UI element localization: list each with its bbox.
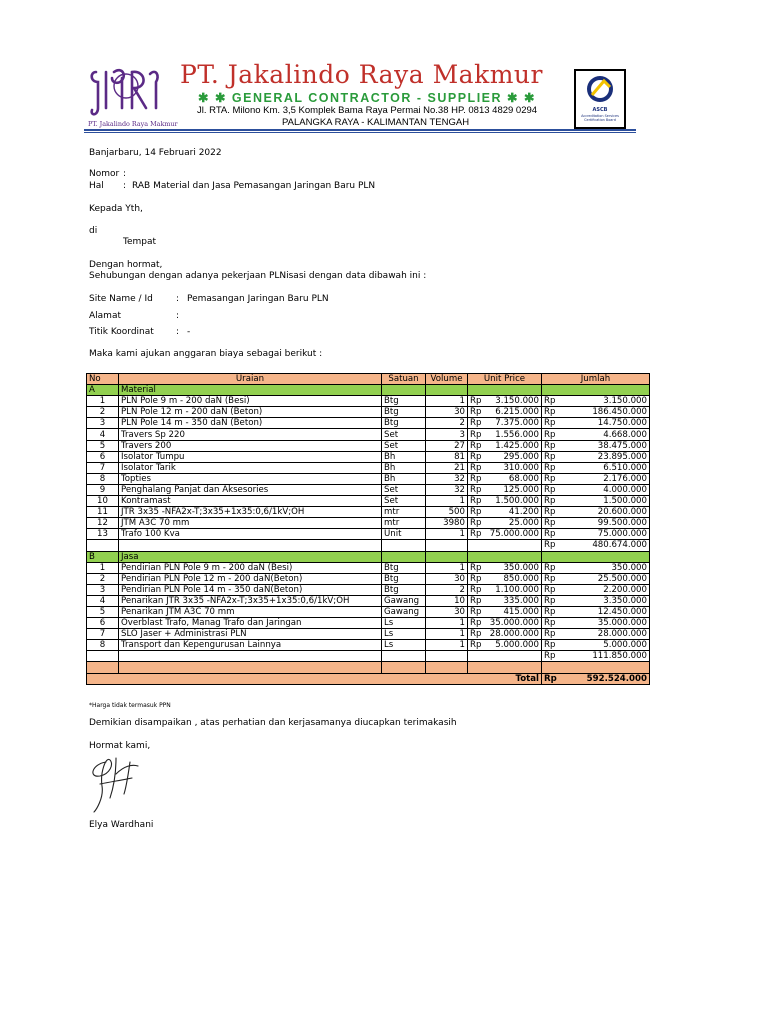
currency-label: Rp: [470, 607, 482, 618]
row-unit: Unit: [382, 529, 426, 540]
row-unit-price: [468, 629, 542, 640]
row-unit: mtr: [382, 518, 426, 529]
amount-value: 12.450.000: [597, 607, 647, 618]
row-amount: [542, 595, 650, 606]
section-title: Material: [119, 385, 382, 396]
row-unit: mtr: [382, 507, 426, 518]
amount-value: 20.600.000: [597, 507, 647, 518]
price-value: 335.000: [503, 595, 539, 606]
row-volume: 500: [426, 507, 468, 518]
row-amount: [542, 429, 650, 440]
subtotal-amount: [542, 651, 650, 662]
row-no: 5: [87, 606, 119, 617]
row-unit: Gawang: [382, 595, 426, 606]
currency-label: Rp: [544, 407, 556, 418]
intro-text: Sehubungan dengan adanya pekerjaan PLNisasi dengan data dibawah ini :: [89, 271, 427, 281]
row-unit-price: [468, 640, 542, 651]
table-row: [87, 407, 650, 418]
row-no: 3: [87, 584, 119, 595]
currency-label: Rp: [470, 396, 482, 407]
table-row: [87, 418, 650, 429]
currency-label: Rp: [544, 651, 556, 662]
row-amount: [542, 507, 650, 518]
row-volume: 2: [426, 418, 468, 429]
currency-label: Rp: [470, 573, 482, 584]
row-description: Travers Sp 220: [119, 429, 382, 440]
row-volume: 81: [426, 451, 468, 462]
row-description: Trafo 100 Kva: [119, 529, 382, 540]
col-header-unit-price: Unit Price: [468, 374, 542, 385]
row-description: Kontramast: [119, 496, 382, 507]
logo-caption: PT. Jakalindo Raya Makmur: [88, 120, 178, 128]
currency-label: Rp: [470, 518, 482, 529]
currency-label: Rp: [544, 540, 556, 551]
subtotal-value: 111.850.000: [592, 651, 647, 662]
currency-label: Rp: [470, 429, 482, 440]
row-unit-price: [468, 396, 542, 407]
row-unit: Set: [382, 484, 426, 495]
site-value: Pemasangan Jaringan Baru PLN: [187, 294, 329, 304]
row-volume: 1: [426, 496, 468, 507]
recipient-di: di: [89, 226, 98, 236]
jrm-monogram-icon: [86, 64, 178, 128]
amount-value: 350.000: [611, 562, 647, 573]
currency-label: Rp: [470, 584, 482, 595]
row-description: Penghalang Panjat dan Aksesories: [119, 484, 382, 495]
section-code: A: [87, 385, 119, 396]
row-unit-price: [468, 573, 542, 584]
greeting: Dengan hormat,: [89, 260, 163, 270]
header-rule-thin: [84, 132, 636, 133]
currency-label: Rp: [470, 629, 482, 640]
amount-value: 75.000.000: [597, 529, 647, 540]
price-value: 310.000: [503, 462, 539, 473]
row-amount: [542, 529, 650, 540]
row-no: 7: [87, 629, 119, 640]
row-unit: Btg: [382, 407, 426, 418]
row-amount: [542, 440, 650, 451]
table-row: [87, 573, 650, 584]
table-row: [87, 595, 650, 606]
currency-label: Rp: [544, 396, 556, 407]
row-amount: [542, 573, 650, 584]
row-description: PLN Pole 12 m - 200 daN (Beton): [119, 407, 382, 418]
hal-separator: :: [123, 181, 127, 191]
price-value: 295.000: [503, 451, 539, 462]
material-subtotal-row: [87, 540, 650, 551]
currency-label: Rp: [544, 640, 556, 651]
row-no: 6: [87, 618, 119, 629]
amount-value: 3.150.000: [603, 396, 647, 407]
currency-label: Rp: [470, 407, 482, 418]
table-row: [87, 496, 650, 507]
row-amount: [542, 606, 650, 617]
amount-value: 1.500.000: [603, 496, 647, 507]
row-unit: Bh: [382, 462, 426, 473]
row-volume: 30: [426, 573, 468, 584]
row-amount: [542, 396, 650, 407]
cert-label: ASCB: [592, 107, 608, 113]
row-unit-price: [468, 595, 542, 606]
row-unit: Btg: [382, 418, 426, 429]
alamat-label: Alamat: [89, 311, 121, 321]
row-unit: Ls: [382, 618, 426, 629]
jasa-subtotal-row: [87, 651, 650, 662]
row-no: 10: [87, 496, 119, 507]
currency-label: Rp: [470, 440, 482, 451]
table-row: [87, 440, 650, 451]
row-description: JTM A3C 70 mm: [119, 518, 382, 529]
alamat-separator: :: [176, 311, 180, 321]
row-no: 11: [87, 507, 119, 518]
closing-text: Demikian disampaikan , atas perhatian dan kerjasamanya diucapkan terimakasih: [89, 718, 457, 728]
row-no: 1: [87, 396, 119, 407]
amount-value: 38.475.000: [597, 440, 647, 451]
koordinat-value: -: [187, 327, 191, 337]
row-no: 6: [87, 451, 119, 462]
price-value: 7.375.000: [495, 418, 539, 429]
row-volume: 27: [426, 440, 468, 451]
row-description: PLN Pole 14 m - 350 daN (Beton): [119, 418, 382, 429]
row-volume: 1: [426, 629, 468, 640]
table-row: [87, 451, 650, 462]
price-value: 1.100.000: [495, 584, 539, 595]
amount-value: 186.450.000: [592, 407, 647, 418]
subtotal-value: 480.674.000: [592, 540, 647, 551]
row-volume: 1: [426, 529, 468, 540]
col-header-jumlah: Jumlah: [542, 374, 650, 385]
row-volume: 1: [426, 640, 468, 651]
nomor-label: Nomor: [89, 169, 120, 179]
row-unit: Gawang: [382, 606, 426, 617]
row-amount: [542, 618, 650, 629]
row-unit-price: [468, 496, 542, 507]
currency-label: Rp: [544, 518, 556, 529]
row-description: Topties: [119, 473, 382, 484]
currency-label: Rp: [544, 429, 556, 440]
footnote: *Harga tidak termasuk PPN: [89, 702, 171, 709]
row-no: 12: [87, 518, 119, 529]
row-unit-price: [468, 440, 542, 451]
currency-label: Rp: [470, 507, 482, 518]
subtotal-amount: [542, 540, 650, 551]
currency-label: Rp: [544, 573, 556, 584]
row-volume: 1: [426, 562, 468, 573]
currency-label: Rp: [544, 496, 556, 507]
row-description: JTR 3x35 -NFA2x-T;3x35+1x35:0,6/1kV;OH: [119, 507, 382, 518]
row-unit: Bh: [382, 451, 426, 462]
row-amount: [542, 407, 650, 418]
amount-value: 14.750.000: [597, 418, 647, 429]
currency-label: Rp: [470, 473, 482, 484]
nomor-separator: :: [123, 169, 127, 179]
hal-label: Hal: [89, 181, 104, 191]
price-value: 1.425.000: [495, 440, 539, 451]
row-no: 9: [87, 484, 119, 495]
row-unit-price: [468, 418, 542, 429]
table-row: [87, 396, 650, 407]
row-no: 13: [87, 529, 119, 540]
row-amount: [542, 451, 650, 462]
grand-total-row: [87, 673, 650, 684]
row-amount: [542, 640, 650, 651]
row-unit: Set: [382, 496, 426, 507]
amount-value: 99.500.000: [597, 518, 647, 529]
row-description: Isolator Tumpu: [119, 451, 382, 462]
table-row: [87, 629, 650, 640]
row-description: Pendirian PLN Pole 12 m - 200 daN(Beton): [119, 573, 382, 584]
currency-label: Rp: [544, 607, 556, 618]
row-unit-price: [468, 584, 542, 595]
row-unit-price: [468, 462, 542, 473]
amount-value: 5.000.000: [603, 640, 647, 651]
ascb-seal-icon: [582, 73, 618, 105]
company-name: PT. Jakalindo Raya Makmur: [180, 60, 543, 89]
row-no: 3: [87, 418, 119, 429]
table-header-row: [87, 374, 650, 385]
row-no: 8: [87, 473, 119, 484]
amount-value: 4.668.000: [603, 429, 647, 440]
row-unit-price: [468, 618, 542, 629]
price-value: 125.000: [503, 484, 539, 495]
cert-subtitle: Accreditation Services Certification Board: [581, 114, 619, 122]
row-unit-price: [468, 451, 542, 462]
col-header-volume: Volume: [426, 374, 468, 385]
header-rule: [84, 129, 636, 131]
row-no: 4: [87, 595, 119, 606]
table-row: [87, 518, 650, 529]
rab-table: [86, 373, 650, 685]
company-city: PALANGKA RAYA - KALIMANTAN TENGAH: [282, 117, 470, 128]
row-volume: 3980: [426, 518, 468, 529]
site-separator: :: [176, 294, 180, 304]
row-description: Pendirian PLN Pole 14 m - 350 daN(Beton): [119, 584, 382, 595]
row-unit: Ls: [382, 640, 426, 651]
currency-label: Rp: [470, 618, 482, 629]
row-amount: [542, 518, 650, 529]
recipient-salutation: Kepada Yth,: [89, 204, 143, 214]
row-no: 2: [87, 573, 119, 584]
currency-label: Rp: [544, 629, 556, 640]
currency-label: Rp: [470, 562, 482, 573]
price-value: 5.000.000: [495, 640, 539, 651]
currency-label: Rp: [544, 584, 556, 595]
row-volume: 32: [426, 473, 468, 484]
signer-name: Elya Wardhani: [89, 820, 154, 830]
amount-value: 35.000.000: [597, 618, 647, 629]
currency-label: Rp: [544, 473, 556, 484]
row-no: 5: [87, 440, 119, 451]
row-unit-price: [468, 606, 542, 617]
row-amount: [542, 418, 650, 429]
place-date: Banjarbaru, 14 Februari 2022: [89, 148, 222, 158]
table-row: [87, 606, 650, 617]
currency-label: Rp: [470, 529, 482, 540]
koordinat-label: Titik Koordinat: [89, 327, 154, 337]
currency-label: Rp: [470, 595, 482, 606]
currency-label: Rp: [544, 484, 556, 495]
company-logo: [86, 64, 178, 128]
currency-label: Rp: [470, 451, 482, 462]
company-tagline: ✱ ✱ GENERAL CONTRACTOR - SUPPLIER ✱ ✱: [198, 91, 536, 105]
table-row: [87, 529, 650, 540]
section-title: Jasa: [119, 551, 382, 562]
currency-label: Rp: [470, 496, 482, 507]
row-amount: [542, 473, 650, 484]
table-row: [87, 507, 650, 518]
proposal-text: Maka kami ajukan anggaran biaya sebagai berikut :: [89, 349, 323, 359]
amount-value: 4.000.000: [603, 484, 647, 495]
table-row: [87, 562, 650, 573]
price-value: 25.000: [508, 518, 539, 529]
row-volume: 2: [426, 584, 468, 595]
row-unit: Bh: [382, 473, 426, 484]
row-no: 1: [87, 562, 119, 573]
section-b-row: [87, 551, 650, 562]
table-row: [87, 429, 650, 440]
row-unit: Btg: [382, 573, 426, 584]
row-volume: 10: [426, 595, 468, 606]
row-unit: Set: [382, 429, 426, 440]
row-description: Penarikan JTR 3x35 -NFA2x-T;3x35+1x35:0,6/1kV;OH: [119, 595, 382, 606]
row-volume: 30: [426, 606, 468, 617]
currency-label: Rp: [544, 507, 556, 518]
row-unit: Btg: [382, 396, 426, 407]
row-unit-price: [468, 529, 542, 540]
row-amount: [542, 462, 650, 473]
price-value: 1.556.000: [495, 429, 539, 440]
row-description: SLO Jaser + Administrasi PLN: [119, 629, 382, 640]
currency-label: Rp: [544, 618, 556, 629]
table-row: [87, 473, 650, 484]
amount-value: 23.895.000: [597, 451, 647, 462]
price-value: 1.500.000: [495, 496, 539, 507]
col-header-no: No: [87, 374, 119, 385]
spacer-row: [87, 662, 650, 673]
row-volume: 1: [426, 396, 468, 407]
table-row: [87, 640, 650, 651]
table-row: [87, 484, 650, 495]
row-description: Overblast Trafo, Manag Trafo dan Jaringan: [119, 618, 382, 629]
currency-label: Rp: [544, 418, 556, 429]
currency-label: Rp: [544, 462, 556, 473]
price-value: 75.000.000: [489, 529, 539, 540]
row-unit-price: [468, 484, 542, 495]
amount-value: 3.350.000: [603, 595, 647, 606]
hal-value: RAB Material dan Jasa Pemasangan Jaringan Baru PLN: [132, 181, 376, 191]
row-description: Travers 200: [119, 440, 382, 451]
price-value: 68.000: [508, 473, 539, 484]
row-amount: [542, 584, 650, 595]
regards-text: Hormat kami,: [89, 741, 151, 751]
currency-label: Rp: [544, 562, 556, 573]
company-address: Jl. RTA. Milono Km. 3,5 Komplek Bama Raya Permai No.38 HP. 0813 4829 0294: [197, 105, 538, 116]
amount-value: 2.176.000: [603, 473, 647, 484]
certification-badge: [574, 69, 626, 129]
row-volume: 21: [426, 462, 468, 473]
price-value: 850.000: [503, 573, 539, 584]
row-unit-price: [468, 562, 542, 573]
currency-label: Rp: [544, 673, 557, 684]
row-no: 8: [87, 640, 119, 651]
row-unit-price: [468, 507, 542, 518]
currency-label: Rp: [544, 529, 556, 540]
price-value: 28.000.000: [489, 629, 539, 640]
currency-label: Rp: [470, 418, 482, 429]
col-header-satuan: Satuan: [382, 374, 426, 385]
currency-label: Rp: [544, 440, 556, 451]
row-description: Isolator Tarik: [119, 462, 382, 473]
row-amount: [542, 562, 650, 573]
row-description: PLN Pole 9 m - 200 daN (Besi): [119, 396, 382, 407]
table-row: [87, 618, 650, 629]
row-unit-price: [468, 429, 542, 440]
price-value: 3.150.000: [495, 396, 539, 407]
site-label: Site Name / Id: [89, 294, 153, 304]
row-unit: Btg: [382, 562, 426, 573]
amount-value: 2.200.000: [603, 584, 647, 595]
row-volume: 30: [426, 407, 468, 418]
total-value: 592.524.000: [586, 673, 647, 684]
section-a-row: [87, 385, 650, 396]
handwritten-signature: [86, 752, 146, 814]
row-description: Penarikan JTM A3C 70 mm: [119, 606, 382, 617]
row-volume: 1: [426, 618, 468, 629]
currency-label: Rp: [544, 451, 556, 462]
row-volume: 3: [426, 429, 468, 440]
price-value: 35.000.000: [489, 618, 539, 629]
price-value: 415.000: [503, 607, 539, 618]
row-unit: Set: [382, 440, 426, 451]
row-amount: [542, 496, 650, 507]
price-value: 350.000: [503, 562, 539, 573]
row-unit: Ls: [382, 629, 426, 640]
row-unit-price: [468, 473, 542, 484]
currency-label: Rp: [470, 484, 482, 495]
row-no: 7: [87, 462, 119, 473]
amount-value: 25.500.000: [597, 573, 647, 584]
row-unit-price: [468, 518, 542, 529]
recipient-place: Tempat: [123, 237, 157, 247]
row-volume: 32: [426, 484, 468, 495]
row-description: Transport dan Kepengurusan Lainnya: [119, 640, 382, 651]
row-amount: [542, 484, 650, 495]
row-no: 4: [87, 429, 119, 440]
koordinat-separator: :: [176, 327, 180, 337]
amount-value: 6.510.000: [603, 462, 647, 473]
total-amount: [542, 673, 650, 684]
row-description: Pendirian PLN Pole 9 m - 200 daN (Besi): [119, 562, 382, 573]
section-code: B: [87, 551, 119, 562]
price-value: 6.215.000: [495, 407, 539, 418]
row-unit: Btg: [382, 584, 426, 595]
row-no: 2: [87, 407, 119, 418]
amount-value: 28.000.000: [597, 629, 647, 640]
currency-label: Rp: [470, 640, 482, 651]
row-unit-price: [468, 407, 542, 418]
price-value: 41.200: [508, 507, 539, 518]
total-label: Total: [87, 673, 542, 684]
currency-label: Rp: [544, 595, 556, 606]
currency-label: Rp: [470, 462, 482, 473]
col-header-uraian: Uraian: [119, 374, 382, 385]
table-row: [87, 462, 650, 473]
table-row: [87, 584, 650, 595]
row-amount: [542, 629, 650, 640]
